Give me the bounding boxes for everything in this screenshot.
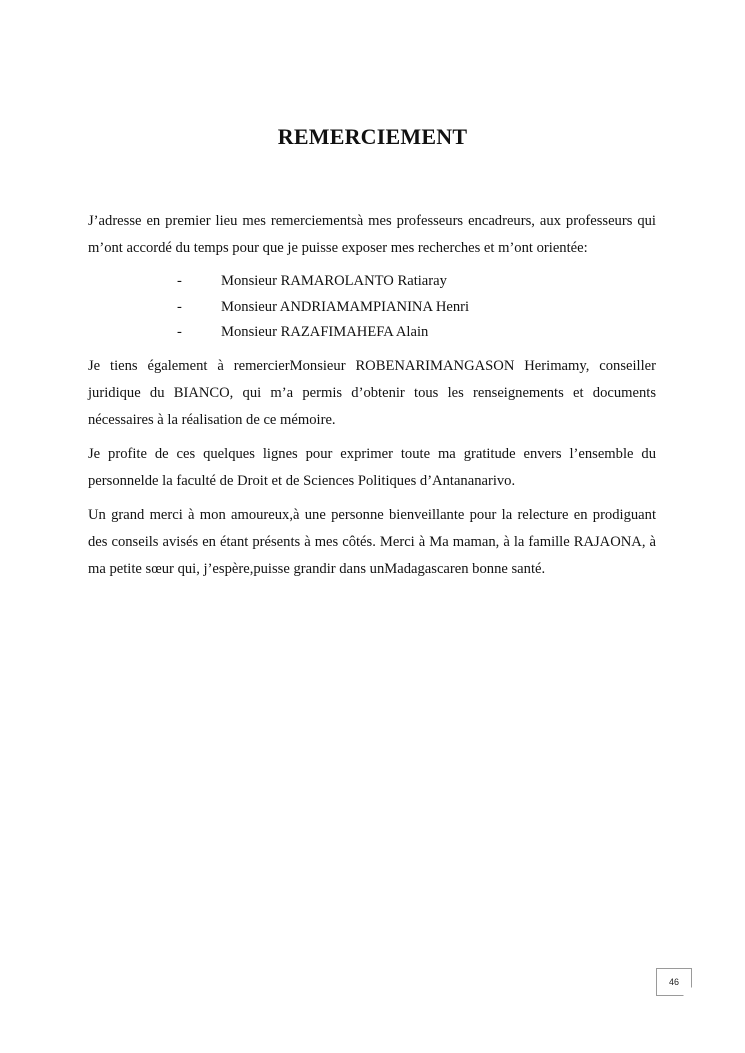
paragraph-faculty: Je profite de ces quelques lignes pour exprimer toute ma gratitude envers l’ensemble du personnelde la faculté de Droit et de Sciences Politiques d’Antananarivo. <box>88 445 656 489</box>
list-item <box>88 269 656 295</box>
list-dash: - <box>177 298 182 315</box>
list-item-text: Monsieur RAMAROLANTO Ratiaray <box>221 273 447 289</box>
paragraph-family: Un grand merci à mon amoureux,à une personne bienveillante pour la relecture en prodiguant des conseils avisés en étant présents à mes côtés. Merci à Ma maman, à la famille RAJAONA, à ma petite sœur qui, j’espère,puisse grandir dans unMadagascaren bonne santé. <box>88 506 656 577</box>
paragraph-bianco: Je tiens également à remercierMonsieur ROBENARIMANGASON Herimamy, conseiller juridique du BIANCO, qui m’a permis d’obtenir tous les renseignements et documents nécessaires à la réalisation de ce mémoire. <box>88 357 656 428</box>
list-dash: - <box>177 324 182 340</box>
page-number: 46 <box>668 977 679 987</box>
intro-paragraph: J’adresse en premier lieu mes remerciementsà mes professeurs encadreurs, aux professeurs qui m’ont accordé du temps pour que je puisse exposer mes recherches et m’ont orientée: <box>88 213 656 256</box>
page-corner-fold-icon <box>683 987 692 996</box>
document-body <box>88 208 656 590</box>
list-item <box>88 320 656 346</box>
list-item <box>88 295 656 321</box>
professor-list <box>88 269 656 346</box>
list-item-text: Monsieur RAZAFIMAHEFA Alain <box>221 324 429 340</box>
list-item-text: Monsieur ANDRIAMAMPIANINA Henri <box>221 298 470 315</box>
page-number-box <box>656 968 692 996</box>
list-dash: - <box>177 273 182 289</box>
page-title: REMERCIEMENT <box>277 124 468 149</box>
